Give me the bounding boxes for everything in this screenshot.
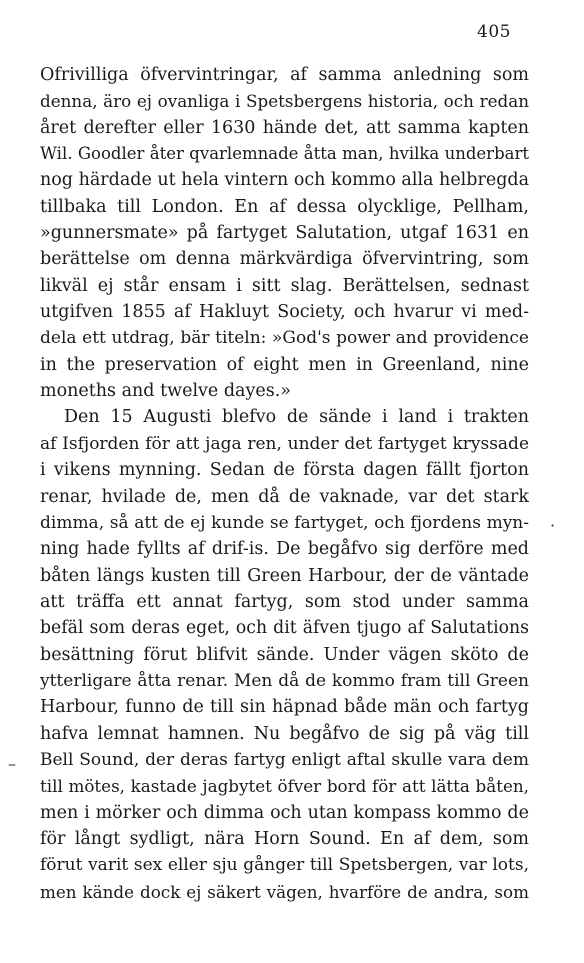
page-number: 405 (477, 22, 511, 42)
text-line: berättelse om denna märkvärdiga öfvervintring, som (40, 249, 529, 270)
text-line: Ofrivilliga öfvervintringar, af samma anledning som (40, 65, 529, 85)
text-line: i vikens mynning. Sedan de första dagen fällt fjorton (40, 460, 529, 481)
text-line: båten längs kusten till Green Harbour, der de väntade (40, 565, 529, 586)
text-line: renar, hvilade de, men då de vaknade, var det stark (40, 486, 529, 507)
text-line: ning hade fyllts af drif-is. De begåfvo sig derföre med (40, 539, 529, 560)
margin-dash-mark: – (8, 754, 16, 773)
text-line: ytterligare åtta renar. Men då de kommo fram till Green (40, 670, 529, 691)
text-line: förut varit sex eller sju gånger till Spetsbergen, var lots, (40, 855, 529, 876)
text-line: att träffa ett annat fartyg, som stod under samma (40, 591, 529, 612)
text-line: tillbaka till London. En af dessa olycklige, Pellham, (40, 196, 529, 217)
body-text (40, 62, 529, 905)
text-line: men i mörker och dimma och utan kompass kommo de (40, 802, 529, 823)
text-line: Wil. Goodler åter qvarlemnade åtta man, hvilka underbart (40, 144, 529, 164)
text-line: besättning förut blifvit sände. Under vägen sköto de (40, 644, 529, 665)
text-line: utgifven 1855 af Hakluyt Society, och hvarur vi med- (40, 302, 529, 323)
text-line: Bell Sound, der deras fartyg enligt aftal skulle vara dem (40, 749, 529, 770)
paragraph-start-line: Den 15 Augusti blefvo de sände i land i trakten (64, 407, 529, 428)
text-line: dimma, så att de ej kunde se fartyget, och fjordens myn- (40, 512, 529, 533)
paragraph-end-line: moneths and twelve dayes.» (40, 381, 291, 402)
text-line: Harbour, funno de till sin häpnad både män och fartyg (40, 697, 529, 718)
text-line: för långt sydligt, nära Horn Sound. En af dem, som (40, 828, 529, 849)
text-line: befäl som deras eget, och dit äfven tjugo af Salutations (40, 618, 529, 639)
text-line: nog härdade ut hela vintern och kommo alla helbregda (40, 170, 530, 191)
text-line: men kände dock ej säkert vägen, hvarföre de andra, som (40, 881, 529, 902)
margin-dot-mark: · (550, 516, 556, 535)
text-line: året derefter eller 1630 hände det, att samma kapten (40, 117, 529, 138)
text-line: »gunnersmate» på fartyget Salutation, utgaf 1631 en (40, 223, 529, 244)
text-line: denna, äro ej ovanliga i Spetsbergens historia, och redan (40, 91, 529, 112)
text-line: in the preservation of eight men in Greenland, nine (40, 354, 529, 375)
text-line: af Isfjorden för att jaga ren, under det fartyget kryssade (40, 433, 529, 454)
text-line: dela ett utdrag, bär titeln: »God's power and providence (40, 328, 529, 349)
text-line: likväl ej står ensam i sitt slag. Berättelsen, sednast (40, 275, 529, 296)
text-line: hafva lemnat hamnen. Nu begåfvo de sig på väg till (40, 723, 529, 744)
text-line: till mötes, kastade jagbytet öfver bord för att lätta båten, (40, 776, 529, 797)
